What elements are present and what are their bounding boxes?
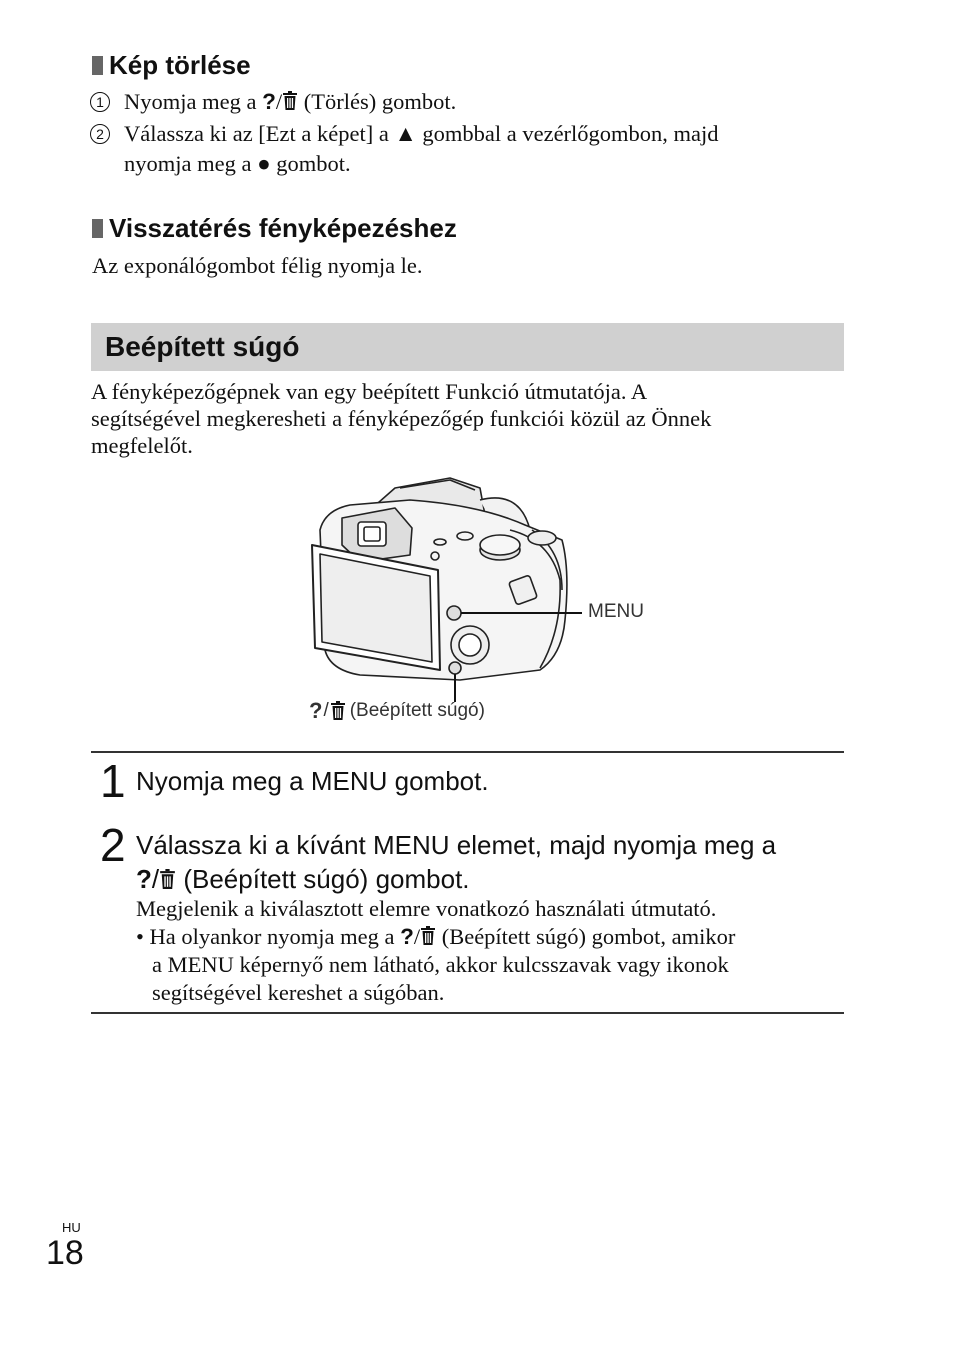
intro-line-2: segítségével megkeresheti a fényképezőgép funkciói közül az Önnek: [91, 406, 712, 431]
question-mark-icon: ?: [400, 924, 414, 949]
trash-icon: [330, 701, 346, 721]
big-step-number-2: 2: [100, 819, 126, 871]
step-1-text-after: (Törlés) gombot.: [298, 89, 457, 114]
step-number-2: 2: [90, 124, 110, 144]
intro-line-3: megfelelőt.: [91, 433, 193, 458]
question-mark-icon: ?: [136, 864, 152, 894]
section-marker-icon: [92, 219, 103, 238]
step-2-line-2: nyomja meg a ● gombot.: [124, 151, 351, 176]
big-step-2-line-1: Válassza ki a kívánt MENU elemet, majd nyomja meg a: [136, 830, 777, 860]
question-mark-icon: ?: [262, 89, 276, 114]
trash-icon: [159, 869, 176, 890]
camera-illustration: [300, 470, 590, 710]
heading-text: Visszatérés fényképezéshez: [109, 213, 457, 243]
bullet-after: (Beépített súgó) gombot, amikor: [436, 924, 736, 949]
bullet-before: • Ha olyankor nyomja meg a: [136, 924, 401, 949]
trash-icon: [282, 91, 298, 111]
bullet-line-2: a MENU képernyő nem látható, akkor kulcsszavak vagy ikonok: [152, 952, 729, 977]
help-callout-label: ? / (Beépített súgó): [309, 698, 485, 723]
heading-text: Kép törlése: [109, 50, 251, 80]
rule-top: [91, 751, 844, 753]
big-step-1-text: Nyomja meg a MENU gombot.: [136, 766, 489, 796]
step-2-row: [90, 119, 719, 179]
step-1-text-before: Nyomja meg a: [124, 89, 263, 114]
question-mark-icon: ?: [309, 698, 323, 723]
intro-paragraph: [91, 378, 711, 459]
step-1-row: [90, 87, 456, 117]
big-step-number-1: 1: [100, 755, 126, 807]
section-band: [91, 323, 844, 371]
big-step-2-text: Válassza ki a kívánt MENU elemet, majd nyomja meg a ?/ (Beépített súgó) gombot.: [136, 830, 777, 894]
visszateres-text: Az exponálógombot félig nyomja le.: [92, 253, 423, 278]
band-title: Beépített súgó: [105, 331, 300, 362]
help-callout-text: (Beépített súgó): [349, 700, 485, 721]
step-2-detail: Megjelenik a kiválasztott elemre vonatkozó használati útmutató. • Ha olyankor nyomja meg a ?/ (Beépített súgó) gombot, amikor a MENU képernyő nem látható, akkor kulcsszavak vagy ikonok segítségével kereshet a súgóban.: [136, 896, 736, 1005]
section-marker-icon: [92, 56, 103, 75]
trash-icon: [420, 926, 436, 946]
detail-line: Megjelenik a kiválasztott elemre vonatkozó használati útmutató.: [136, 896, 717, 921]
bullet-line-3: segítségével kereshet a súgóban.: [152, 980, 445, 1005]
heading-visszateres: [92, 213, 457, 244]
language-code: HU: [62, 1220, 81, 1235]
heading-kep-torlese: [92, 50, 251, 81]
menu-callout-label: MENU: [588, 601, 644, 622]
intro-line-1: A fényképezőgépnek van egy beépített Funkció útmutatója. A: [91, 379, 648, 404]
big-step-2-line-2: (Beépített súgó) gombot.: [176, 864, 470, 894]
rule-bottom: [91, 1012, 844, 1014]
step-number-1: 1: [90, 92, 110, 112]
page-number: 18: [46, 1234, 84, 1272]
step-1-text: Nyomja meg a ?/ (Törlés) gombot.: [124, 89, 457, 114]
step-2-line-1: Válassza ki az [Ezt a képet] a ▲ gombbal a vezérlőgombon, majd: [124, 121, 719, 146]
step-2-text: [124, 119, 719, 179]
